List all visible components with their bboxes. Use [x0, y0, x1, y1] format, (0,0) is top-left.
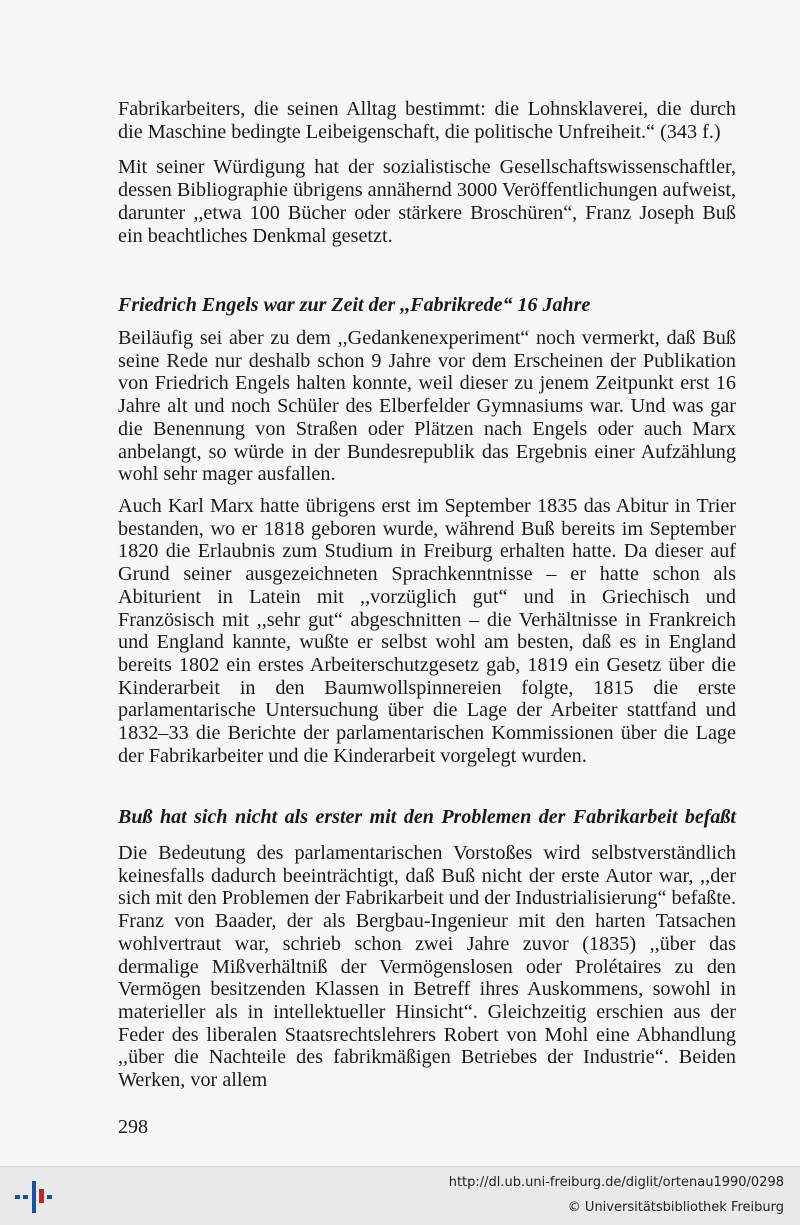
university-library-logo-icon — [12, 1175, 56, 1219]
footer-url-link[interactable]: http://dl.ub.uni-freiburg.de/diglit/ortenau1990/0298 — [448, 1175, 784, 1190]
page-content — [118, 98, 736, 1092]
paragraph-2: Mit seiner Würdigung hat der sozialistische Gesellschaftswissenschaftler, dessen Bibliographie übrigens annähernd 3000 Veröffentlichungen aufweist, darunter ,,etwa 100 Bücher oder stärkere Broschüren“, Franz Joseph Buß ein beachtliches Denkmal gesetzt. — [118, 156, 736, 247]
section-heading-buss: Buß hat sich nicht als erster mit den Problemen der Fabrikarbeit befaßt — [118, 806, 736, 828]
paragraph-3: Beiläufig sei aber zu dem ,,Gedankenexperiment“ noch vermerkt, daß Buß seine Rede nur deshalb schon 9 Jahre vor dem Erscheinen der Publikation von Friedrich Engels halten konnte, weil dieser zu jenem Zeitpunkt erst 16 Jahre alt und noch Schüler des Elberfelder Gymnasiums war. Und was gar die Benennung von Straßen oder Plätzen nach Engels oder auch Marx anbelangt, so würde in der Bundesrepublik das Ergebnis einer Aufzählung wohl sehr mager ausfallen. — [118, 327, 736, 486]
page-number: 298 — [118, 1116, 148, 1138]
footer-copyright: © Universitätsbibliothek Freiburg — [567, 1200, 784, 1215]
paragraph-5: Die Bedeutung des parlamentarischen Vorstoßes wird selbstverständlich keinesfalls dadurch beeinträchtigt, daß Buß nicht der erste Autor war, ,,der sich mit den Problemen der Fabrikarbeit und der Industrialisierung“ befaßte. Franz von Baader, der als Bergbau-Ingenieur mit den harten Tatsachen wohlvertraut war, schrieb schon zwei Jahre zuvor (1835) ,,über das dermalige Mißverhältniß der Vermögenslosen oder Prolétaires zu den Vermögen besitzenden Klassen in Betreff ihres Auskommens, sowohl in materieller als in intellektueller Hinsicht“. Gleichzeitig erschien aus der Feder des liberalen Staatsrechtslehrers Robert von Mohl eine Abhandlung ,,über die Nachteile des fabrikmäßigen Betriebes der Industrie“. Beiden Werken, vor allem — [118, 842, 736, 1092]
section-heading-engels: Friedrich Engels war zur Zeit der ,,Fabrikrede“ 16 Jahre — [118, 294, 591, 316]
paragraph-1: Fabrikarbeiters, die seinen Alltag bestimmt: die Lohnsklaverei, die durch die Maschine bedingte Leibeigenschaft, die politische Unfreiheit.“ (343 f.) — [118, 98, 736, 143]
paragraph-4: Auch Karl Marx hatte übrigens erst im September 1835 das Abitur in Trier bestanden, wo er 1818 geboren wurde, während Buß bereits im September 1820 die Erlaubnis zum Studium in Freiburg erhalten hatte. Da dieser auf Grund seiner ausgezeichneten Sprachkenntnisse – er hatte schon als Abiturient in Latein mit ,,vorzüglich gut“ und in Griechisch und Französisch mit ,,sehr gut“ abgeschnitten – die Verhältnisse in Frankreich und England kannte, wußte er selbst wohl am besten, daß es in England bereits 1802 ein erstes Arbeiterschutzgesetz gab, 1819 ein Gesetz über die Kinderarbeit in den Baumwollspinnereien folgte, 1815 die erste parlamentarische Untersuchung über die Lage der Arbeiter stattfand und 1832–33 die Berichte der parlamentarischen Kommissionen über die Lage der Fabrikarbeiter und die Kinderarbeit vorgelegt wurden. — [118, 495, 736, 767]
footer-bar — [0, 1166, 800, 1225]
